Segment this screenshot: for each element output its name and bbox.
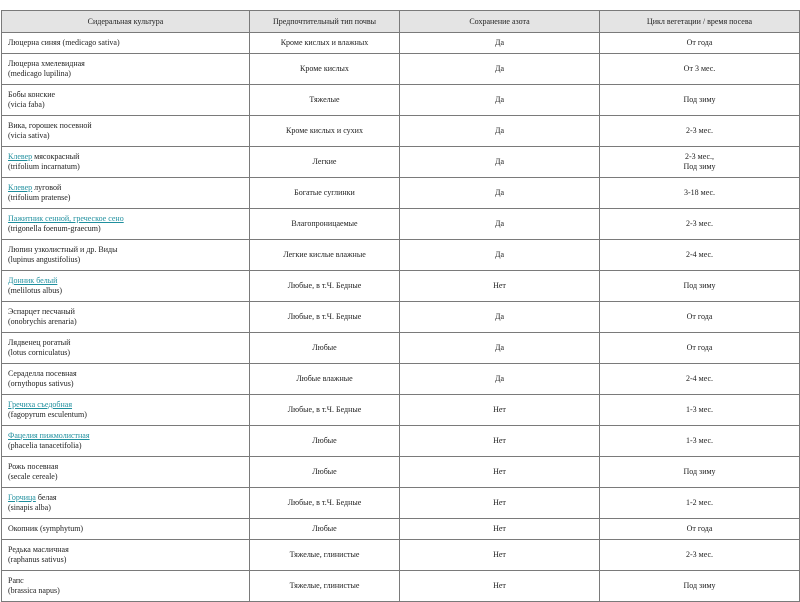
- crop-cell: [2, 571, 250, 602]
- crop-latin-name: (fagopyrum esculentum): [8, 410, 87, 419]
- soil-cell: Кроме кислых и влажных: [250, 33, 400, 54]
- crop-link[interactable]: Гречиха съедобная: [8, 400, 73, 409]
- table-row: [2, 540, 800, 571]
- table-row: [2, 85, 800, 116]
- cycle-value: Под зиму: [683, 281, 716, 290]
- crop-latin-name: (phacelia tanacetifolia): [8, 441, 82, 450]
- cycle-value: От года: [686, 524, 713, 533]
- crop-link[interactable]: Горчица: [8, 493, 36, 502]
- cycle-cell: [600, 571, 800, 602]
- crop-name: мясокрасный: [32, 152, 80, 161]
- cycle-value: 2-4 мес.: [685, 250, 714, 259]
- crop-cell: [2, 540, 250, 571]
- crop-latin-name: (lupinus angustifolius): [8, 255, 81, 264]
- crop-name-line: [8, 369, 243, 379]
- crop-name-line: [8, 38, 243, 48]
- soil-cell: Любые, в т.Ч. Бедные: [250, 488, 400, 519]
- crop-latin-name: (onobrychis arenaria): [8, 317, 77, 326]
- crop-cell: [2, 209, 250, 240]
- table-row: [2, 426, 800, 457]
- crop-cell: [2, 116, 250, 147]
- crop-name-line: [8, 59, 243, 69]
- crop-link[interactable]: Донник белый: [8, 276, 58, 285]
- crop-cell: [2, 33, 250, 54]
- crop-name-line: [8, 576, 243, 586]
- nitrogen-cell: Нет: [400, 519, 600, 540]
- soil-cell: Любые, в т.Ч. Бедные: [250, 302, 400, 333]
- cycle-cell: [600, 364, 800, 395]
- cycle-value: 1-3 мес.: [685, 436, 714, 445]
- table-row: [2, 271, 800, 302]
- cycle-cell: [600, 240, 800, 271]
- crop-cell: [2, 271, 250, 302]
- cycle-value: 2-4 мес.: [685, 374, 714, 383]
- crop-name-line: [8, 307, 243, 317]
- soil-cell: Любые: [250, 457, 400, 488]
- crop-latin-name: (brassica napus): [8, 586, 60, 595]
- table-row: [2, 209, 800, 240]
- crop-name-line: [8, 338, 243, 348]
- nitrogen-cell: Да: [400, 209, 600, 240]
- soil-cell: Легкие: [250, 147, 400, 178]
- cycle-cell: [600, 457, 800, 488]
- crop-cell: [2, 333, 250, 364]
- table-row: [2, 302, 800, 333]
- crop-name: Люпин узколистный и др. Виды: [8, 245, 118, 254]
- soil-cell: Любые, в т.Ч. Бедные: [250, 271, 400, 302]
- table-row: [2, 488, 800, 519]
- soil-cell: Легкие кислые влажные: [250, 240, 400, 271]
- nitrogen-cell: Нет: [400, 540, 600, 571]
- cycle-value: 2-3 мес.: [685, 219, 714, 228]
- table-row: [2, 33, 800, 54]
- nitrogen-cell: Да: [400, 333, 600, 364]
- crop-cell: [2, 147, 250, 178]
- soil-cell: Любые: [250, 426, 400, 457]
- soil-cell: Любые: [250, 519, 400, 540]
- soil-cell: Тяжелые, глинистые: [250, 540, 400, 571]
- table-row: [2, 178, 800, 209]
- table-header-row: [2, 11, 800, 33]
- crop-name-line: [8, 400, 243, 410]
- crop-cell: [2, 54, 250, 85]
- crop-cell: [2, 457, 250, 488]
- nitrogen-cell: Да: [400, 85, 600, 116]
- crop-name: белая: [35, 493, 57, 502]
- table-row: [2, 395, 800, 426]
- crop-latin-name: (medicago lupilina): [8, 69, 71, 78]
- crop-latin-name: (trigonella foenum-graecum): [8, 224, 101, 233]
- cycle-value: Под зиму: [683, 95, 716, 104]
- crop-cell: [2, 488, 250, 519]
- cycle-value: Под зиму: [683, 581, 716, 590]
- cycle-value: 2-3 мес.: [685, 126, 714, 135]
- nitrogen-cell: Да: [400, 240, 600, 271]
- table-row: [2, 364, 800, 395]
- crop-name-line: [8, 152, 243, 162]
- crop-latin-name: (trifolium incarnatum): [8, 162, 80, 171]
- crop-name: Рапс: [8, 576, 24, 585]
- nitrogen-cell: Да: [400, 178, 600, 209]
- crop-latin-name: (sinapis alba): [8, 503, 51, 512]
- cycle-cell: [600, 116, 800, 147]
- cycle-value: 2-3 мес.,: [684, 152, 715, 161]
- cycle-value: От года: [686, 343, 713, 352]
- nitrogen-cell: Нет: [400, 395, 600, 426]
- nitrogen-cell: Да: [400, 33, 600, 54]
- soil-cell: Любые, в т.Ч. Бедные: [250, 395, 400, 426]
- cycle-cell: [600, 519, 800, 540]
- cycle-cell: [600, 209, 800, 240]
- crop-link[interactable]: Пажитник сенной, греческое сено: [8, 214, 124, 223]
- cycle-cell: [600, 85, 800, 116]
- cycle-cell: [600, 488, 800, 519]
- cycle-cell: [600, 426, 800, 457]
- crop-latin-name: (trifolium pratense): [8, 193, 71, 202]
- crop-name-line: [8, 183, 243, 193]
- crop-name-line: [8, 524, 243, 534]
- cycle-value: 1-3 мес.: [685, 405, 714, 414]
- soil-cell: Любые влажные: [250, 364, 400, 395]
- crop-cell: [2, 240, 250, 271]
- green-manure-table: [1, 10, 800, 602]
- crop-name: Эспарцет песчаный: [8, 307, 75, 316]
- crop-cell: [2, 395, 250, 426]
- nitrogen-cell: Нет: [400, 271, 600, 302]
- cycle-value: От 3 мес.: [683, 64, 716, 73]
- crop-cell: [2, 364, 250, 395]
- nitrogen-cell: Нет: [400, 426, 600, 457]
- crop-name-line: [8, 545, 243, 555]
- nitrogen-cell: Нет: [400, 457, 600, 488]
- soil-cell: Тяжелые: [250, 85, 400, 116]
- crop-name: Редька масличная: [8, 545, 69, 554]
- crop-name: Лядвенец рогатый: [8, 338, 71, 347]
- cycle-cell: [600, 54, 800, 85]
- header-soil: Предпочтительный тип почвы: [250, 11, 400, 33]
- cycle-cell: [600, 178, 800, 209]
- crop-name-line: [8, 90, 243, 100]
- crop-link[interactable]: Клевер: [8, 183, 33, 192]
- crop-name-line: [8, 121, 243, 131]
- cycle-cell: [600, 271, 800, 302]
- nitrogen-cell: Да: [400, 302, 600, 333]
- cycle-cell: [600, 33, 800, 54]
- header-nitrogen: Сохранение азота: [400, 11, 600, 33]
- table-row: [2, 116, 800, 147]
- cycle-value: 2-3 мес.: [685, 550, 714, 559]
- cycle-value: От года: [686, 312, 713, 321]
- crop-cell: [2, 426, 250, 457]
- crop-cell: [2, 85, 250, 116]
- cycle-value: 3-18 мес.: [683, 188, 716, 197]
- cycle-cell: [600, 333, 800, 364]
- crop-name: Люцерна синяя (medicago sativa): [8, 38, 120, 47]
- cycle-value-secondary: Под зиму: [683, 162, 716, 171]
- crop-latin-name: (melilotus albus): [8, 286, 62, 295]
- crop-name-line: [8, 493, 243, 503]
- table-row: [2, 147, 800, 178]
- table-row: [2, 54, 800, 85]
- crop-latin-name: (secale cereale): [8, 472, 58, 481]
- nitrogen-cell: Да: [400, 147, 600, 178]
- crop-name-line: [8, 431, 243, 441]
- crop-latin-name: (lotus corniculatus): [8, 348, 70, 357]
- crop-cell: [2, 302, 250, 333]
- crop-name-line: [8, 214, 243, 224]
- crop-name: луговой: [32, 183, 62, 192]
- crop-name-line: [8, 245, 243, 255]
- crop-name-line: [8, 462, 243, 472]
- cycle-cell: [600, 147, 800, 178]
- nitrogen-cell: Да: [400, 54, 600, 85]
- crop-latin-name: (ornythopus sativus): [8, 379, 74, 388]
- crop-name: Вика, горошек посевной: [8, 121, 92, 130]
- nitrogen-cell: Да: [400, 116, 600, 147]
- cycle-cell: [600, 540, 800, 571]
- header-crop: Сидеральная культура: [2, 11, 250, 33]
- nitrogen-cell: Нет: [400, 488, 600, 519]
- soil-cell: Тяжелые, глинистые: [250, 571, 400, 602]
- crop-name: Сераделла посевная: [8, 369, 77, 378]
- soil-cell: Кроме кислых и сухих: [250, 116, 400, 147]
- table-row: [2, 333, 800, 364]
- table-row: [2, 571, 800, 602]
- crop-latin-name: (vicia sativa): [8, 131, 50, 140]
- nitrogen-cell: Да: [400, 364, 600, 395]
- cycle-cell: [600, 302, 800, 333]
- soil-cell: Влагопроницаемые: [250, 209, 400, 240]
- cycle-value: От года: [686, 38, 713, 47]
- crop-name-line: [8, 276, 243, 286]
- crop-cell: [2, 178, 250, 209]
- crop-link[interactable]: Клевер: [8, 152, 33, 161]
- crop-name: Рожь посевная: [8, 462, 59, 471]
- crop-latin-name: (vicia faba): [8, 100, 45, 109]
- nitrogen-cell: Нет: [400, 571, 600, 602]
- table-row: [2, 519, 800, 540]
- crop-link[interactable]: Фацелия пижмолистная: [8, 431, 90, 440]
- soil-cell: Кроме кислых: [250, 54, 400, 85]
- crop-name: Окопник (symphytum): [8, 524, 84, 533]
- table-row: [2, 457, 800, 488]
- soil-cell: Богатые суглинки: [250, 178, 400, 209]
- header-cycle: Цикл вегетации / время посева: [600, 11, 800, 33]
- soil-cell: Любые: [250, 333, 400, 364]
- cycle-value: Под зиму: [683, 467, 716, 476]
- crop-name: Бобы конские: [8, 90, 56, 99]
- table-row: [2, 240, 800, 271]
- crop-latin-name: (raphanus sativus): [8, 555, 67, 564]
- cycle-value: 1-2 мес.: [685, 498, 714, 507]
- crop-name: Люцерна хмелевидная: [8, 59, 85, 68]
- cycle-cell: [600, 395, 800, 426]
- crop-cell: [2, 519, 250, 540]
